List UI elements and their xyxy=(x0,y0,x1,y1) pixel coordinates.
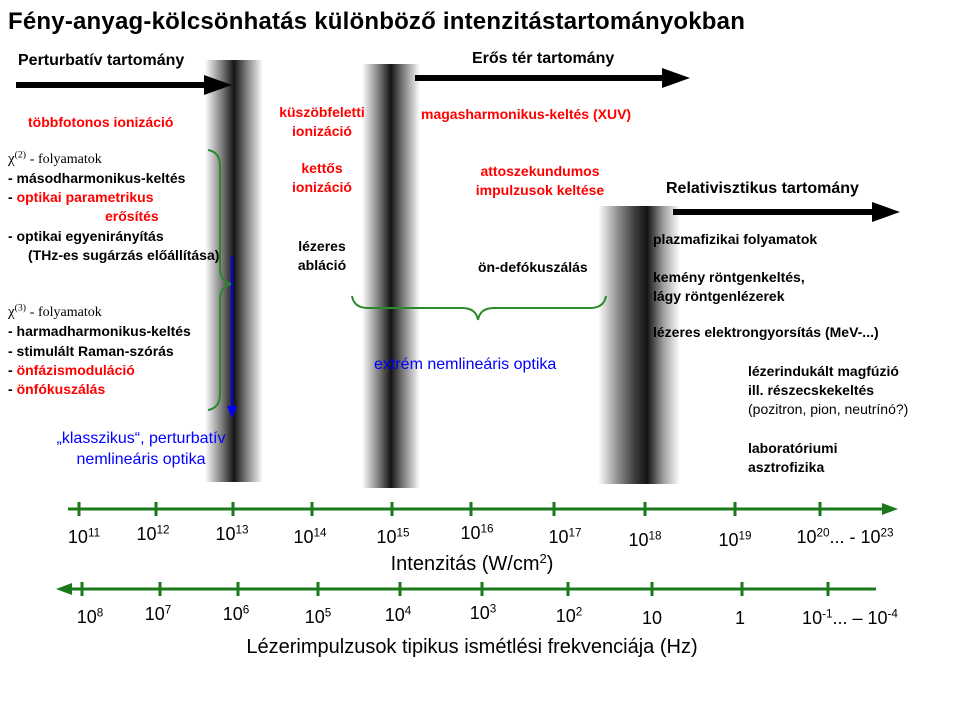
intensity-tick: $10^{12}$ xyxy=(136,523,170,544)
label-self-focusing: önfókuszálás xyxy=(16,381,106,397)
astrophysics-1: laboratóriumi xyxy=(748,440,838,456)
label-plasma: plazmafizikai folyamatok xyxy=(653,231,818,247)
intensity-axis xyxy=(68,502,898,516)
label-thg: - harmadharmonikus-keltés xyxy=(8,323,191,339)
opa-line xyxy=(8,189,154,205)
spm-line xyxy=(8,362,135,378)
laser-ablation xyxy=(262,237,382,275)
double-ionization-1: kettős xyxy=(301,160,343,176)
sf-line xyxy=(8,381,105,397)
frequency-tick: 1 xyxy=(734,608,746,628)
intensity-tick: $10^{14}$ xyxy=(293,526,327,547)
classical-label xyxy=(28,428,254,470)
above-threshold xyxy=(262,103,382,141)
frequency-tick: 10 xyxy=(641,608,663,628)
label-opa-1: optikai parametrikus xyxy=(16,189,154,205)
xray-2: lágy röntgenlézerek xyxy=(653,288,785,304)
double-ionization-2: ionizáció xyxy=(292,179,352,195)
chi2-header-text: - folyamatok xyxy=(29,152,102,167)
region-relativistic: Relativisztikus tartomány xyxy=(666,180,859,197)
opa-dash: - xyxy=(8,189,17,205)
fusion-3: (pozitron, pion, neutrínó?) xyxy=(748,401,909,417)
frequency-tick: $10^6$ xyxy=(222,603,250,624)
spm-dash: - xyxy=(8,362,17,378)
arrow-classical xyxy=(227,256,237,418)
astrophysics xyxy=(748,439,837,477)
chi2-header: $\chi^{(2)}$ - folyamatok xyxy=(8,149,102,167)
frequency-axis-label: Lézerimpulzusok tipikus ismétlési frekvenciája (Hz) xyxy=(246,636,698,658)
frequency-tick: $10^4$ xyxy=(384,604,412,625)
intensity-tick: $10^{13}$ xyxy=(215,523,249,544)
label-self-defocusing: ön-defókuszálás xyxy=(478,259,588,275)
frequency-tick-last: $10^{-1}$... – $10^{-4}$ xyxy=(802,607,898,628)
intensity-axis-label: Intenzitás $(W/cm^2)$ xyxy=(390,550,554,575)
arrow-relativistic xyxy=(673,202,900,222)
label-multiphoton: többfotonos ionizáció xyxy=(28,114,174,130)
intensity-tick-last: $10^{20}$... - $10^{23}$ xyxy=(796,526,894,547)
above-threshold-1: küszöbfeletti xyxy=(279,104,365,120)
astrophysics-2: asztrofizika xyxy=(748,459,825,475)
attosecond-1: attoszekundumos xyxy=(480,163,600,179)
label-electron: lézeres elektrongyorsítás (MeV-...) xyxy=(653,324,879,340)
frequency-tick: $10^8$ xyxy=(76,606,104,627)
intensity-tick: $10^{15}$ xyxy=(376,526,410,547)
frequency-tick: $10^2$ xyxy=(555,605,583,626)
chi3-header-text: - folyamatok xyxy=(29,305,102,320)
label-spm: önfázismoduláció xyxy=(16,362,135,378)
label-hhg: magasharmonikus-keltés (XUV) xyxy=(421,106,632,122)
classical-label-2: nemlineáris optika xyxy=(76,451,206,468)
intensity-tick: $10^{11}$ xyxy=(67,526,101,547)
chi3-header: $\chi^{(3)}$ - folyamatok xyxy=(8,302,102,320)
classical-label-1: „klasszikus“, perturbatív xyxy=(56,430,226,447)
region-strong-field: Erős tér tartomány xyxy=(472,50,615,67)
double-ionization xyxy=(262,159,382,197)
above-threshold-2: ionizáció xyxy=(292,123,352,139)
label-raman: - stimulált Raman-szórás xyxy=(8,343,174,359)
label-extreme: extrém nemlineáris optika xyxy=(374,356,557,373)
arrow-perturbative xyxy=(16,75,232,95)
intensity-tick: $10^{19}$ xyxy=(718,529,752,550)
frequency-tick: $10^5$ xyxy=(304,606,332,627)
label-opa-2: erősítés xyxy=(105,208,159,224)
frequency-tick: $10^3$ xyxy=(469,602,497,623)
label-shg: - másodharmonikus-keltés xyxy=(8,170,186,186)
fusion xyxy=(748,362,908,419)
arrow-strong-field xyxy=(415,68,690,88)
frequency-tick: $10^7$ xyxy=(144,603,172,624)
label-rectification: - optikai egyenirányítás xyxy=(8,228,164,244)
laser-ablation-1: lézeres xyxy=(298,238,346,254)
xray xyxy=(653,268,805,306)
label-thz: (THz-es sugárzás előállítása) xyxy=(28,247,220,263)
intensity-tick: $10^{16}$ xyxy=(460,522,494,543)
attosecond-2: impulzusok keltése xyxy=(475,182,605,198)
brace-chi2 xyxy=(208,150,232,410)
intensity-tick: $10^{17}$ xyxy=(548,526,582,547)
frequency-axis xyxy=(56,582,876,596)
xray-1: kemény röntgenkeltés, xyxy=(653,269,805,285)
laser-ablation-2: abláció xyxy=(297,257,347,273)
fusion-1: lézerindukált magfúzió xyxy=(748,363,899,379)
brace-extreme xyxy=(352,296,606,320)
region-perturbative: Perturbatív tartomány xyxy=(18,52,185,69)
page-title: Fény-anyag-kölcsönhatás különböző intenzitástartományokban xyxy=(8,8,746,35)
sf-dash: - xyxy=(8,381,17,397)
intensity-tick: $10^{18}$ xyxy=(628,529,662,550)
attosecond xyxy=(450,162,630,200)
fusion-2: ill. részecskekeltés xyxy=(748,382,875,398)
